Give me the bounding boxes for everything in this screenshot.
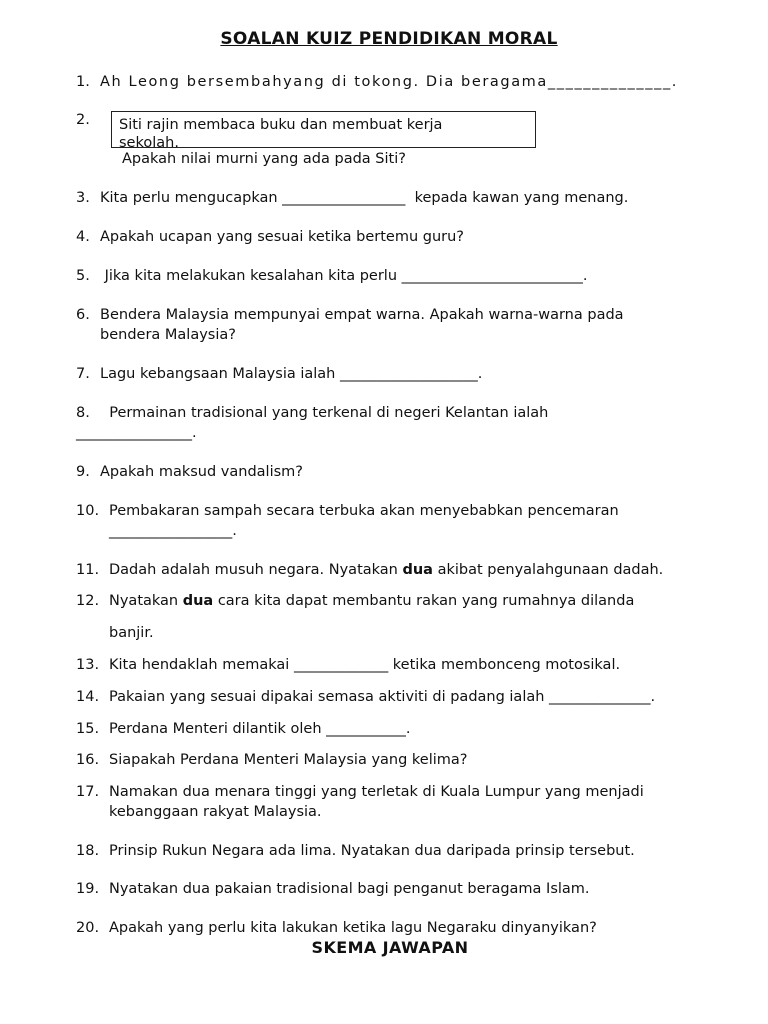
question-number: 17. bbox=[76, 784, 100, 800]
question-number: 19. bbox=[76, 881, 100, 897]
question-number: 11. bbox=[76, 562, 100, 578]
question-number: 16. bbox=[76, 752, 100, 768]
question-text: Ah Leong bersembahyang di tokong. Dia beragama______________. bbox=[100, 74, 679, 90]
question-6 bbox=[76, 305, 624, 345]
question-text: Apakah yang perlu kita lakukan ketika lagu Negaraku dinyanyikan? bbox=[109, 920, 597, 936]
question-text-end: akibat penyalahgunaan dadah. bbox=[432, 562, 664, 578]
emphasis-text: dua bbox=[182, 593, 214, 609]
question-15 bbox=[76, 719, 411, 739]
box-line: sekolah. bbox=[119, 135, 179, 148]
question-number: 20. bbox=[76, 920, 100, 936]
question-text: Perdana Menteri dilantik oleh ___________. bbox=[109, 721, 411, 737]
question-number: 6. bbox=[76, 307, 90, 323]
question-text: Kita hendaklah memakai _____________ ketika membonceng motosikal. bbox=[109, 657, 621, 673]
question-text: Pembakaran sampah secara terbuka akan menyebabkan pencemaran bbox=[109, 503, 619, 519]
question-3 bbox=[76, 188, 628, 208]
question-text: Pakaian yang sesuai dipakai semasa aktiviti di padang ialah ______________. bbox=[109, 689, 656, 705]
question-number: 2. bbox=[76, 112, 90, 128]
question-text: Permainan tradisional yang terkenal di negeri Kelantan ialah bbox=[100, 405, 549, 421]
question-number: 1. bbox=[76, 74, 90, 90]
question-11 bbox=[76, 560, 663, 580]
question-number: 8. bbox=[76, 405, 90, 421]
question-text-continued: ________________. bbox=[76, 425, 197, 441]
question-number: 4. bbox=[76, 229, 90, 245]
question-text-continued: bendera Malaysia? bbox=[100, 327, 236, 343]
document-title: SOALAN KUIZ PENDIDIKAN MORAL bbox=[220, 29, 558, 49]
emphasis-text: dua bbox=[402, 562, 433, 578]
question-text-end: cara kita dapat membantu rakan yang rumahnya dilanda bbox=[213, 593, 635, 609]
question-number: 9. bbox=[76, 464, 90, 480]
question-10 bbox=[76, 501, 619, 541]
question-text: Lagu kebangsaan Malaysia ialah ___________________. bbox=[100, 366, 483, 382]
question-number: 10. bbox=[76, 503, 100, 519]
question-2 bbox=[76, 110, 100, 130]
question-text: Bendera Malaysia mempunyai empat warna. Apakah warna-warna pada bbox=[100, 307, 624, 323]
question-20 bbox=[76, 918, 597, 938]
question-text: Prinsip Rukun Negara ada lima. Nyatakan dua daripada prinsip tersebut. bbox=[109, 843, 635, 859]
question-13 bbox=[76, 655, 620, 675]
question-text-continued: _________________. bbox=[109, 523, 237, 539]
question-text: Jika kita melakukan kesalahan kita perlu _________________________. bbox=[100, 268, 588, 284]
question-number: 15. bbox=[76, 721, 100, 737]
answer-scheme-heading: SKEMA JAWAPAN bbox=[311, 938, 469, 957]
question-text: Namakan dua menara tinggi yang terletak di Kuala Lumpur yang menjadi bbox=[109, 784, 644, 800]
question-4 bbox=[76, 227, 464, 247]
question-number: 5. bbox=[76, 268, 90, 284]
question-number: 7. bbox=[76, 366, 90, 382]
question-8 bbox=[76, 403, 548, 443]
question-12 bbox=[76, 591, 634, 643]
question-number: 13. bbox=[76, 657, 100, 673]
question-number: 3. bbox=[76, 190, 90, 206]
question-text: Apakah ucapan yang sesuai ketika bertemu guru? bbox=[100, 229, 464, 245]
box-line: Siti rajin membaca buku dan membuat kerja bbox=[119, 117, 443, 133]
question-number: 14. bbox=[76, 689, 100, 705]
question-text-start: Dadah adalah musuh negara. Nyatakan bbox=[109, 562, 403, 578]
question-text: Siapakah Perdana Menteri Malaysia yang kelima? bbox=[109, 752, 468, 768]
question-text: Apakah maksud vandalism? bbox=[100, 464, 303, 480]
question-2-prompt: Apakah nilai murni yang ada pada Siti? bbox=[122, 151, 406, 167]
question-5 bbox=[76, 266, 588, 286]
question-number: 12. bbox=[76, 593, 100, 609]
question-14 bbox=[76, 687, 655, 707]
question-16 bbox=[76, 750, 468, 770]
question-number: 18. bbox=[76, 843, 100, 859]
question-18 bbox=[76, 841, 635, 861]
question-text-continued: kebanggaan rakyat Malaysia. bbox=[109, 804, 322, 820]
question-2-text-box bbox=[111, 111, 536, 148]
question-9 bbox=[76, 462, 303, 482]
question-text-start: Nyatakan bbox=[109, 593, 183, 609]
question-17 bbox=[76, 782, 644, 822]
question-text: Kita perlu mengucapkan _________________ kepada kawan yang menang. bbox=[100, 190, 629, 206]
question-text-continued: banjir. bbox=[109, 625, 154, 641]
question-7 bbox=[76, 364, 482, 384]
question-19 bbox=[76, 879, 590, 899]
question-1 bbox=[76, 72, 678, 92]
question-text: Nyatakan dua pakaian tradisional bagi penganut beragama Islam. bbox=[109, 881, 590, 897]
